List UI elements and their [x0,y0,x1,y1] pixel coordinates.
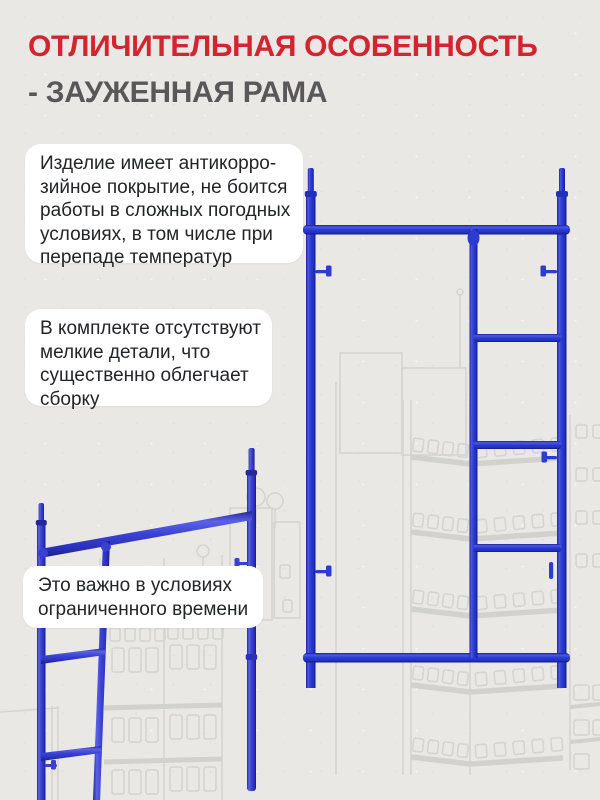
callout-text-line: В комплекте отсутствуют [40,318,261,339]
callout-text-line: Изделие имеет антикорро- [40,153,277,174]
frame-rung [473,441,562,449]
callout-text-line: работы в сложных погодных [40,200,291,221]
frame-rung [473,544,562,552]
callout-text-line: существенно облегчает [40,365,249,386]
callout-text-line: Это важно в условиях [38,575,233,596]
callout-text-line: сборку [40,388,100,410]
page-subtitle: - ЗАУЖЕННАЯ РАМА [28,76,328,109]
page-title: ОТЛИЧИТЕЛЬНАЯ ОСОБЕННОСТЬ [28,30,538,63]
frame-rung [41,648,105,664]
callout-card-no-small-parts [25,309,272,410]
frame-rung [41,746,101,761]
callout-text-line: мелкие детали, что [40,341,211,363]
frame-top-bar [40,511,252,558]
callout-text-line: зийное покрытие, не боится [40,176,288,198]
callout-text-line: ограниченного времени [38,598,249,620]
frame-left-collar [305,191,317,197]
callout-card-limited-time [23,566,263,628]
frame-top-bar [303,225,570,235]
frame-left-post [306,194,316,688]
frame-right-collar [556,191,568,197]
callout-card-coating [25,144,303,268]
callout-text-line: условиях, в том числе при [40,223,273,245]
frame-right-collar [246,470,258,476]
frame-bottom-bar [303,653,570,663]
callout-text-line: перепаде температур [40,247,233,268]
frame-lock-pins [316,266,558,580]
frame-rung [473,334,562,342]
frame-left-collar [36,520,47,526]
